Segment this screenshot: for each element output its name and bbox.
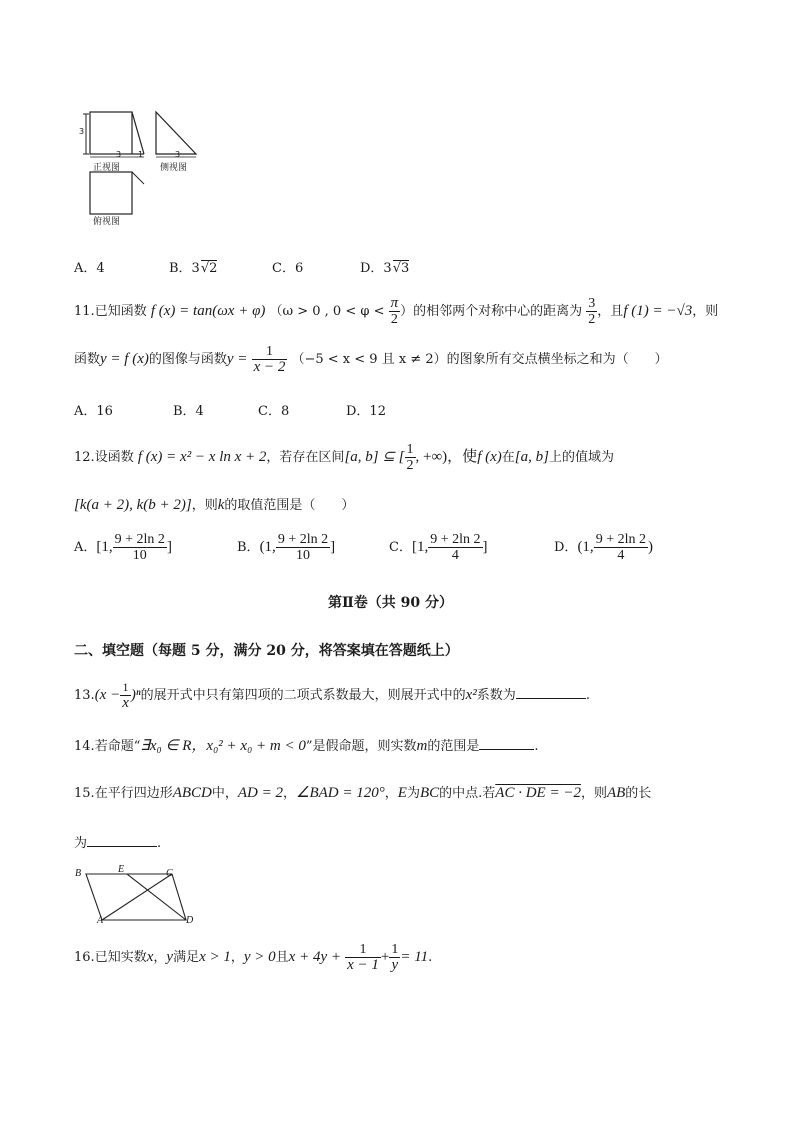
point-c-label: C [166, 868, 173, 879]
q12-line1: 12.设函数 f (x) = x² − x ln x + 2，若存在区间[a, b] ⊆ [ $\frac{1}{2}$ , +∞)，使f (x)在[a, b]上的值域为 [74, 442, 614, 473]
q12-option-d: D．(1, $\frac{9 + 2\ln 2}{4}$ ) [554, 532, 653, 563]
q12-option-b: B．(1, $\frac{9 + 2\ln 2}{10}$ ] [237, 532, 336, 563]
q13: 13.(x − $\frac{1}{x}$ )ⁿ的展开式中只有第四项的二项式系数最大，则展开式中的x²系数为 . [74, 680, 590, 711]
q11-option-d: D．12 [346, 404, 386, 419]
q15-line2: 为 . [74, 836, 162, 851]
section2-title: 二、填空题（每题 5 分，满分 20 分，将答案填在答题纸上） [74, 643, 459, 659]
q15-answer-blank[interactable] [87, 836, 157, 847]
point-a-label: A [97, 915, 104, 926]
dim-front-extra-label: 1 [138, 150, 144, 159]
q12-option-c: C．[1, $\frac{9 + 2\ln 2}{4}$ ] [389, 532, 488, 563]
front-view-label: 正视图 [93, 163, 121, 173]
q12-option-a: A．[1, $\frac{9 + 2\ln 2}{10}$ ] [74, 532, 172, 563]
dim-front-width-label: 3 [116, 150, 122, 159]
parallelogram-figure [72, 864, 202, 930]
q11-option-b: B．4 [173, 404, 204, 419]
side-view-label: 侧视图 [160, 163, 188, 173]
q10-option-a: A．4 [74, 261, 105, 276]
q12-line2: [k(a + 2), k(b + 2)]，则k的取值范围是（ ） [74, 497, 355, 513]
q16: 16.已知实数x，y满足x > 1，y > 0且x + 4y + $\frac{1}{x - 1}$ + $\frac{1}{y}$ = 11. [74, 942, 433, 973]
q10-option-c: C．6 [272, 261, 304, 276]
point-e-label: E [118, 864, 125, 875]
q11-line2: 函数y = f (x)的图像与函数y = $\frac{1}{x - 2}$ （−5 < x < 9 且 x ≠ 2）的图象所有交点横坐标之和为（ ） [74, 344, 668, 375]
dim-side-width-label: 3 [175, 150, 181, 159]
point-d-label: D [186, 915, 194, 926]
front-view [83, 112, 144, 157]
q11-option-a: A．16 [74, 404, 113, 419]
top-view-label: 俯视图 [93, 217, 121, 227]
q14-answer-blank[interactable] [479, 739, 534, 750]
q11-option-c: C．8 [258, 404, 290, 419]
q10-option-d: D．3√3 [360, 261, 410, 276]
dim-height-label: 3 [79, 127, 85, 136]
part2-title: 第Ⅱ卷（共 90 分） [328, 595, 454, 611]
q14: 14.若命题“∃x₀ ∈ R，x₀² + x₀ + m < 0”是假命题，则实数m的范围是 . [74, 738, 539, 754]
q13-answer-blank[interactable] [516, 688, 586, 699]
q15-line1: 15.在平行四边形ABCD中，AD = 2，∠BAD = 120°，E为BC的中点.若AC · DE = −2，则AB的长 [74, 785, 652, 801]
point-b-label: B [75, 868, 82, 879]
q10-option-b: B．3√2 [169, 261, 218, 276]
top-view [90, 172, 144, 214]
q11-line1: 11.已知函数 f (x) = tan(ωx + φ) （ω > 0 , 0 < φ < $\frac{\pi}{2}$ ）的相邻两个对称中心的距离为 $\frac{3}{2}$ ，且f (1) = −√3，则 [74, 295, 719, 327]
